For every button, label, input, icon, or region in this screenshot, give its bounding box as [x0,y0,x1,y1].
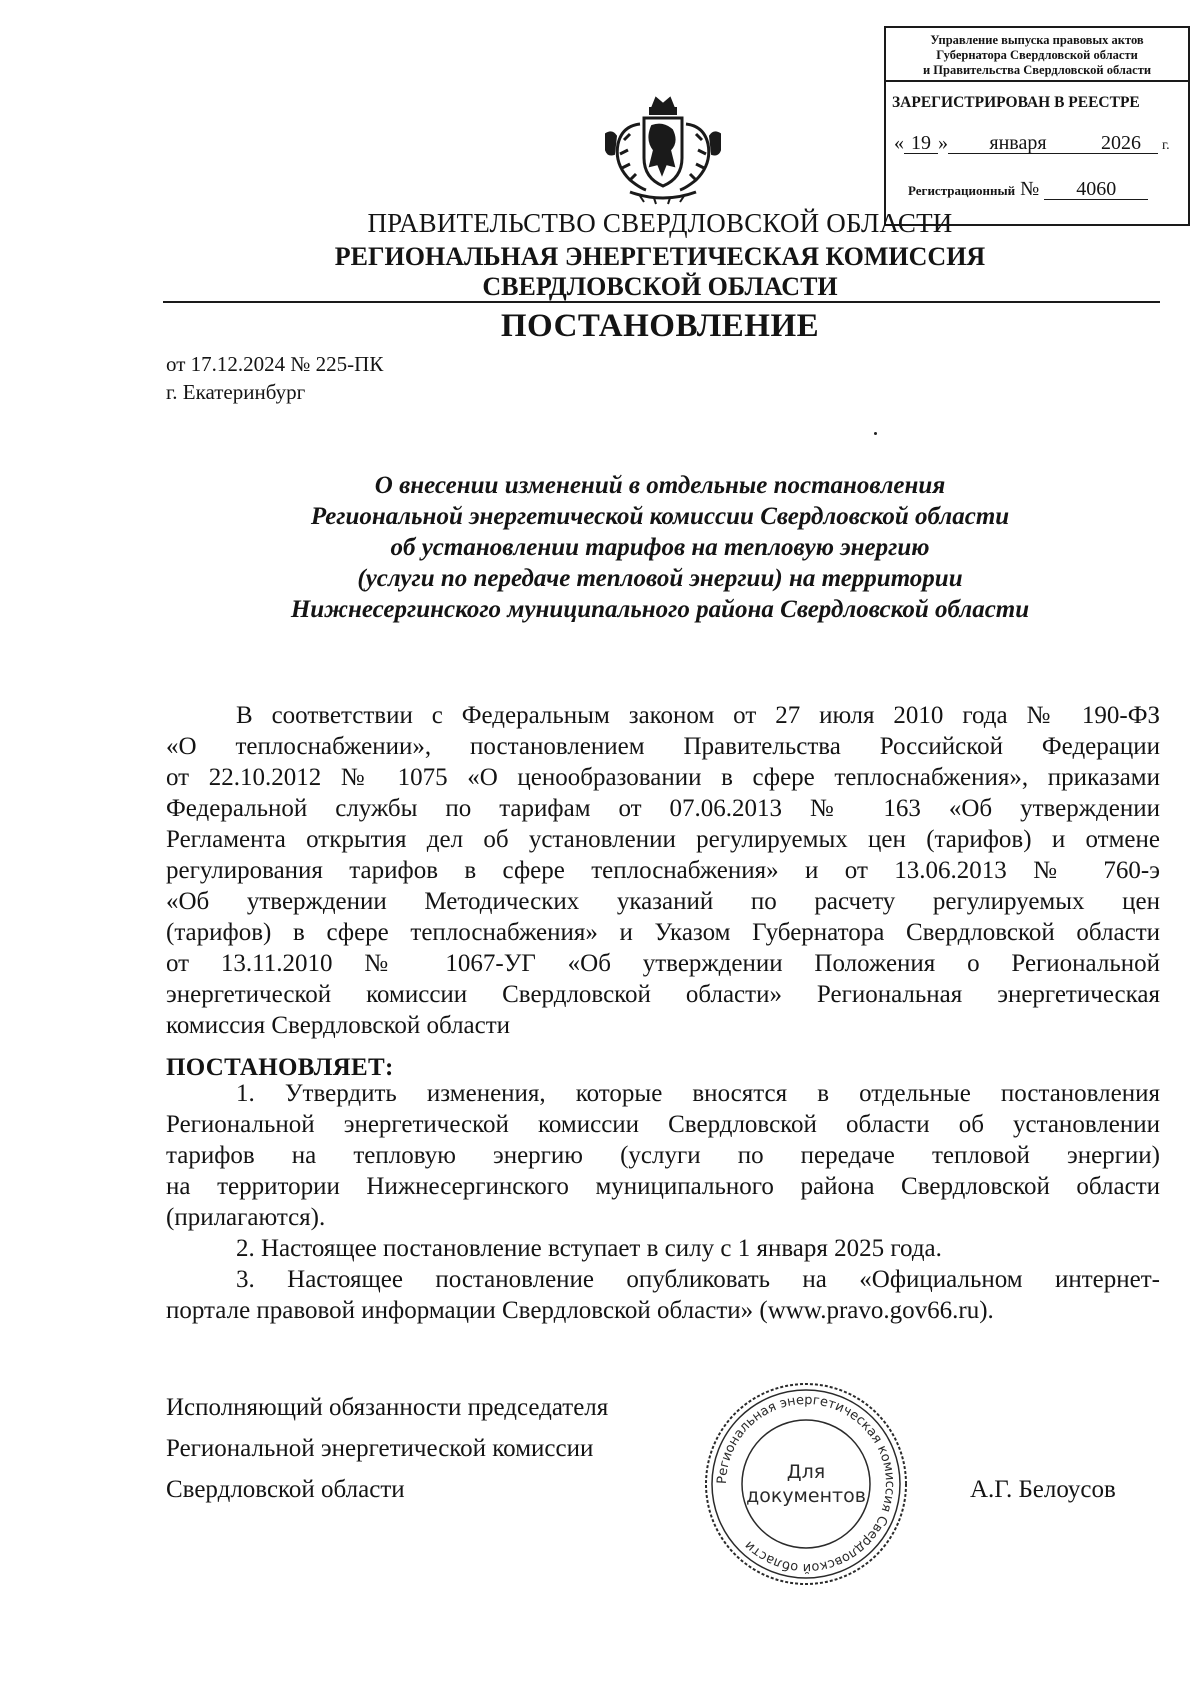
registry-date-gap [948,133,968,154]
seal-ring [712,1390,900,1578]
registry-date-close-quote: » [938,132,948,154]
signatory-name: А.Г. Белоусов [970,1476,1116,1503]
registry-stamp-number [908,178,1148,201]
commission-name-line2: СВЕРДЛОВСКОЙ ОБЛАСТИ [482,272,838,301]
registry-stamp-date [894,132,1170,155]
official-seal [700,1378,912,1590]
government-name: ПРАВИТЕЛЬСТВО СВЕРДЛОВСКОЙ ОБЛАСТИ [367,208,953,238]
registry-stamp [884,26,1190,226]
document-city: г. Екатеринбург [166,380,306,404]
decree-word: ПОСТАНОВЛЯЕТ: [166,1054,394,1081]
signatory-position-line: Региональной энергетической комиссии [166,1435,594,1462]
item-line: портале правовой информации Свердловской области» (www.pravo.gov66.ru). [166,1297,994,1324]
item-line: (прилагаются). [166,1204,326,1231]
scan-speck [874,432,877,435]
preamble-line: В соответствии с Федеральным законом от 27 июля 2010 года № 190-ФЗ [236,702,1160,729]
registry-date-year: 2026 [1084,133,1158,154]
seal-outer-ring [706,1384,906,1584]
item-line: на территории Нижнесергинского муниципального района Свердловской области [166,1173,1160,1200]
seal-center-line1: Для [786,1461,826,1483]
registry-stamp-header-line: Управление выпуска правовых актов [930,33,1144,47]
registry-number-label: Регистрационный [908,183,1016,198]
document-date-number: от 17.12.2024 № 225-ПК [166,352,384,376]
seal-center-line2: документов [746,1485,866,1507]
preamble-line: Регламента открытия дел об установлении регулируемых цен (тарифов) и отмене [166,826,1160,853]
preamble-line: «О теплоснабжении», постановлением Правительства Российской Федерации [166,733,1160,760]
subject-line: Региональной энергетической комиссии Свердловской области [310,503,1010,530]
item-line: 1. Утвердить изменения, которые вносятся в отдельные постановления [236,1080,1160,1107]
document-type-title: ПОСТАНОВЛЕНИЕ [500,308,820,344]
subject-line: (услуги по передаче тепловой энергии) на территории [357,565,963,592]
registry-date-gap [1068,133,1084,154]
item-line: тарифов на тепловую энергию (услуги по передаче тепловой энергии) [166,1142,1160,1169]
registry-date-month: января [968,133,1068,154]
item-line: 3. Настоящее постановление опубликовать на «Официальном интернет- [236,1266,1160,1293]
signatory-position-line: Свердловской области [166,1476,405,1503]
registry-date-day: 19 [904,133,938,154]
seal-ring-text-path: Региональная энергетическая комиссия Свердловской области [714,1392,898,1576]
preamble-line: от 22.10.2012 № 1075 «О ценообразовании в сфере теплоснабжения», приказами [166,764,1160,791]
header-divider [163,301,1160,303]
signatory-position-line: Исполняющий обязанности председателя [166,1394,609,1421]
preamble-line: Федеральной службы по тарифам от 07.06.2013 № 163 «Об утверждении [166,795,1160,822]
coat-of-arms-icon [600,94,726,206]
registry-number-sign: № [1020,178,1040,200]
preamble-line: от 13.11.2010 № 1067-УГ «Об утверждении Положения о Региональной [166,950,1160,977]
subject-line: О внесении изменений в отдельные постановления [374,472,946,499]
registry-number-value: 4060 [1044,179,1148,200]
seal-inner-ring [742,1420,870,1548]
document-subject [160,470,1160,625]
registry-stamp-header-line: и Правительства Свердловской области [922,63,1152,77]
registry-date-open-quote: « [894,132,904,154]
preamble-line: энергетической комиссии Свердловской области» Региональная энергетическая [166,981,1160,1008]
registry-stamp-registered: ЗАРЕГИСТРИРОВАН В РЕЕСТРЕ [892,94,1140,111]
subject-line: об установлении тарифов на тепловую энергию [390,534,930,561]
registry-date-year-suffix: г. [1162,138,1170,153]
commission-name-line1: РЕГИОНАЛЬНАЯ ЭНЕРГЕТИЧЕСКАЯ КОМИССИЯ [334,242,986,271]
item-line: 2. Настоящее постановление вступает в силу с 1 января 2025 года. [236,1235,942,1262]
registry-stamp-header [886,28,1188,82]
subject-line: Нижнесергинского муниципального района Свердловской области [290,596,1030,623]
preamble-line: (тарифов) в сфере теплоснабжения» и Указом Губернатора Свердловской области [166,919,1160,946]
preamble-line: регулирования тарифов в сфере теплоснабжения» и от 13.06.2013 № 760-э [166,857,1160,884]
preamble-line: «Об утверждении Методических указаний по расчету регулируемых цен [166,888,1160,915]
registry-stamp-header-line: Губернатора Свердловской области [936,48,1138,62]
preamble-line: комиссия Свердловской области [166,1012,511,1039]
item-line: Региональной энергетической комиссии Свердловской области об установлении [166,1111,1160,1138]
